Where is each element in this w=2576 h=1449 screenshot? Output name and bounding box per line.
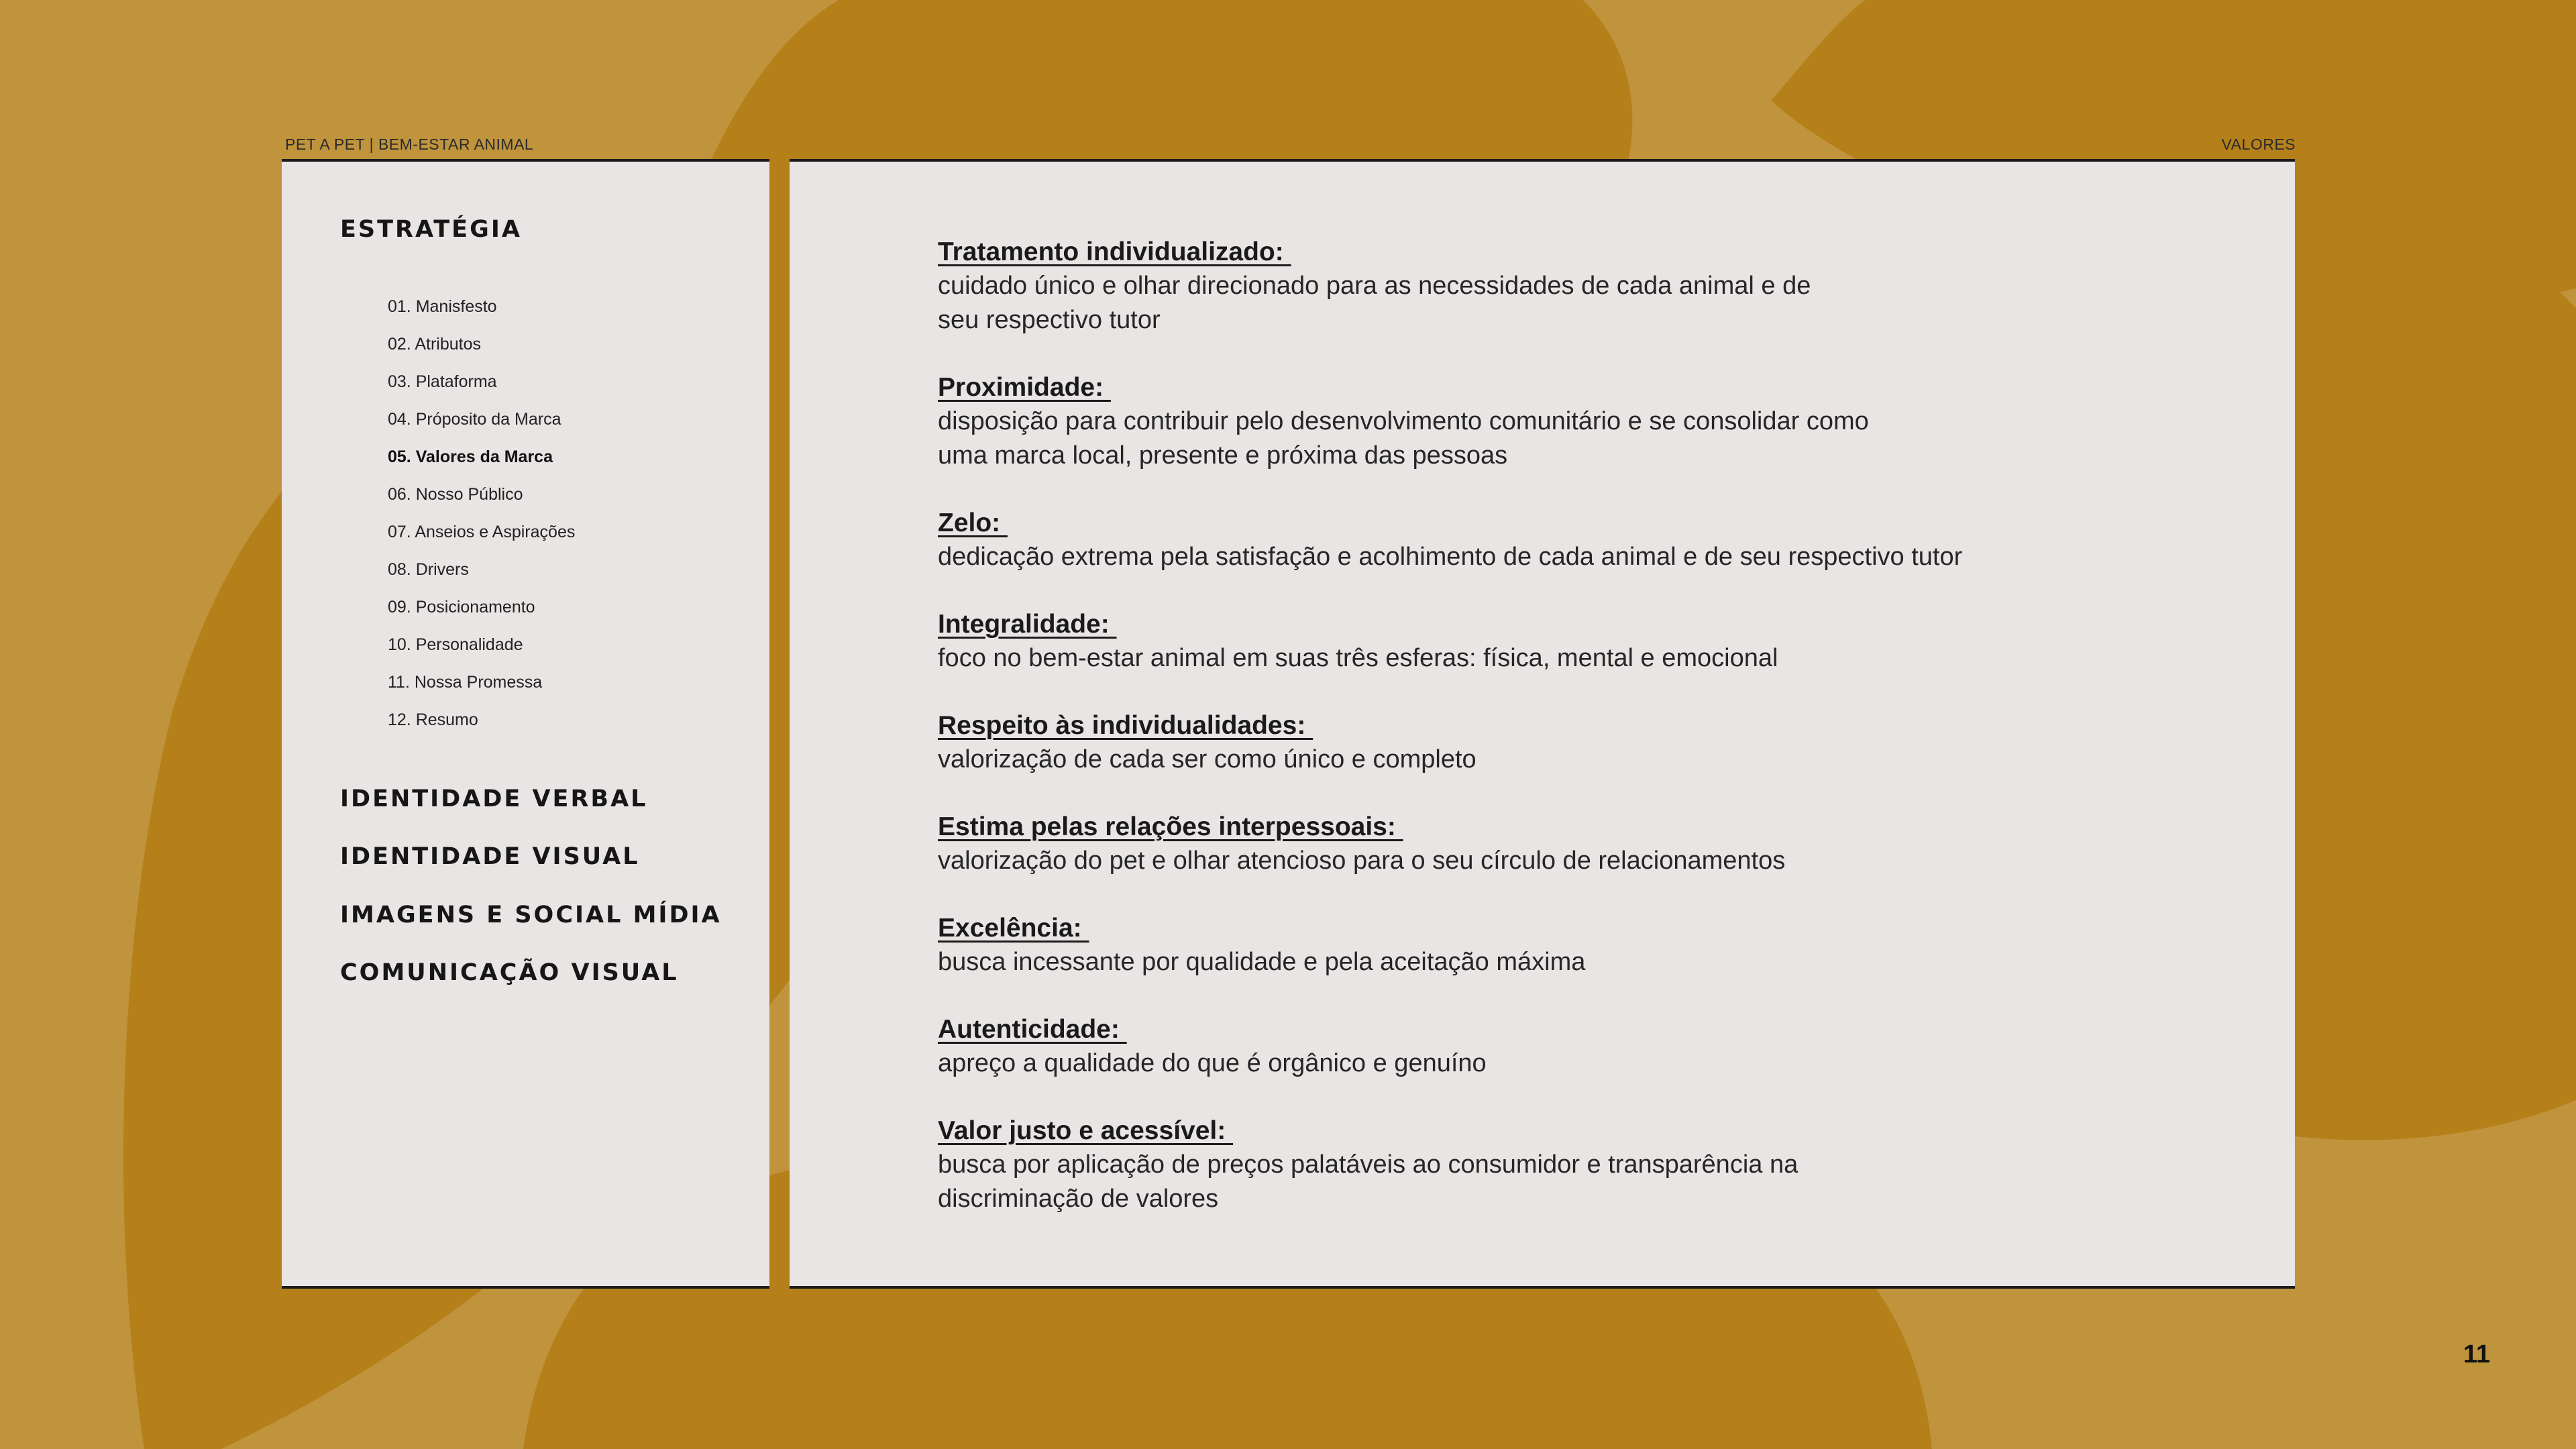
value-description: apreço a qualidade do que é orgânico e genuíno: [938, 1049, 1487, 1077]
value-item: [938, 708, 2212, 777]
toc-item[interactable]: 08. Drivers: [388, 560, 469, 579]
page-number: 11: [2463, 1340, 2490, 1368]
brand-values-list: [938, 235, 2212, 1249]
sidebar-heading-identidade-visual[interactable]: IDENTIDADE VISUAL: [340, 843, 640, 870]
value-description: discriminação de valores: [938, 1185, 1219, 1213]
value-title: Estima pelas relações interpessoais:: [938, 812, 1403, 841]
toc-item[interactable]: 09. Posicionamento: [388, 598, 535, 616]
value-title: Respeito às individualidades:: [938, 711, 1313, 740]
value-item: [938, 506, 2212, 574]
toc-item[interactable]: 02. Atributos: [388, 335, 481, 354]
toc-item[interactable]: 04. Próposito da Marca: [388, 410, 561, 429]
strategy-toc: [388, 288, 575, 739]
value-item: [938, 607, 2212, 676]
toc-item[interactable]: 01. Manisfesto: [388, 297, 497, 316]
header-brand: PET A PET | BEM-ESTAR ANIMAL: [285, 136, 534, 153]
value-title: Tratamento individualizado:: [938, 237, 1291, 266]
value-description: cuidado único e olhar direcionado para as necessidades de cada animal e de: [938, 272, 1811, 300]
value-description: busca incessante por qualidade e pela aceitação máxima: [938, 948, 1586, 976]
value-title: Zelo:: [938, 508, 1008, 537]
value-item: [938, 810, 2212, 878]
content-panel: [790, 159, 2295, 1289]
sidebar-heading-estrategia[interactable]: ESTRATÉGIA: [340, 216, 522, 243]
value-description: foco no bem-estar animal em suas três esferas: física, mental e emocional: [938, 644, 1778, 672]
value-title: Autenticidade:: [938, 1015, 1127, 1044]
value-description: disposição para contribuir pelo desenvolvimento comunitário e se consolidar como: [938, 407, 1869, 435]
value-description: uma marca local, presente e próxima das pessoas: [938, 441, 1508, 470]
sidebar-heading-imagens-social[interactable]: IMAGENS E SOCIAL MÍDIA: [340, 902, 722, 928]
value-item: [938, 370, 2212, 473]
toc-item[interactable]: 07. Anseios e Aspirações: [388, 523, 576, 541]
value-title: Valor justo e acessível:: [938, 1116, 1234, 1145]
header-section-title: VALORES: [2221, 136, 2296, 153]
value-item: [938, 1114, 2212, 1216]
value-title: Integralidade:: [938, 610, 1117, 639]
value-description: seu respectivo tutor: [938, 306, 1161, 334]
value-title: Proximidade:: [938, 373, 1111, 402]
toc-item[interactable]: 11. Nossa Promessa: [388, 673, 543, 692]
sidebar-heading-comunicacao-visual[interactable]: COMUNICAÇÃO VISUAL: [340, 959, 679, 986]
value-description: valorização de cada ser como único e completo: [938, 745, 1477, 773]
value-item: [938, 1012, 2212, 1081]
toc-item[interactable]: 10. Personalidade: [388, 635, 523, 654]
value-description: valorização do pet e olhar atencioso para o seu círculo de relacionamentos: [938, 847, 1786, 875]
sidebar-heading-identidade-verbal[interactable]: IDENTIDADE VERBAL: [340, 786, 648, 812]
toc-item[interactable]: 06. Nosso Público: [388, 485, 523, 504]
sidebar-panel: [282, 159, 769, 1289]
toc-item[interactable]: 03. Plataforma: [388, 372, 497, 391]
value-description: busca por aplicação de preços palatáveis ao consumidor e transparência na: [938, 1150, 1799, 1179]
value-description: dedicação extrema pela satisfação e acolhimento de cada animal e de seu respectivo tutor: [938, 543, 1963, 571]
value-item: [938, 235, 2212, 337]
toc-item[interactable]: 12. Resumo: [388, 710, 478, 729]
toc-item-active[interactable]: 05. Valores da Marca: [388, 447, 553, 466]
value-item: [938, 911, 2212, 979]
value-title: Excelência:: [938, 914, 1089, 943]
